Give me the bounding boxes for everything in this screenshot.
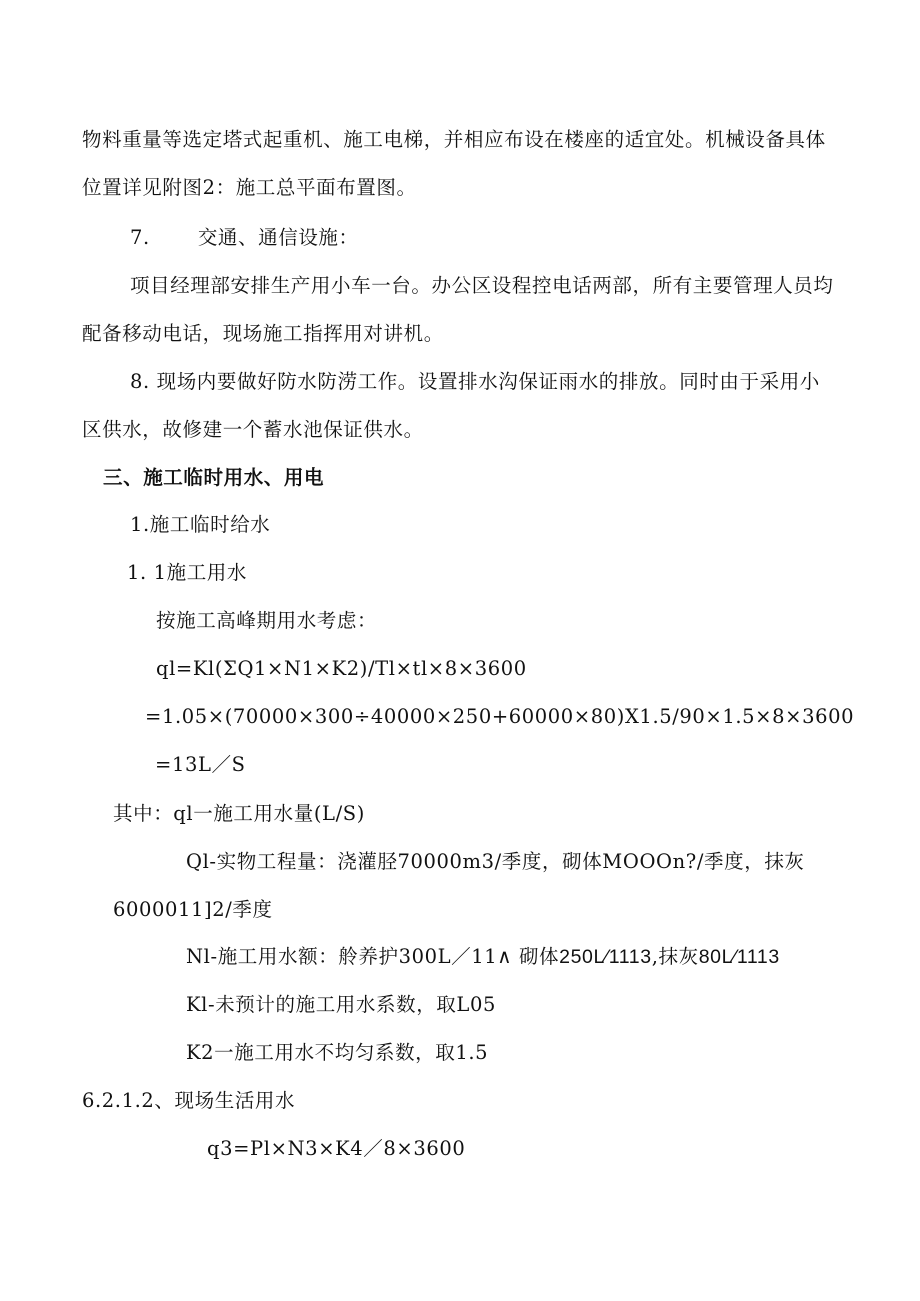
paragraph-line: 8. 现场内要做好防水防涝工作。设置排水沟保证雨水的排放。同时由于采用小 bbox=[130, 370, 820, 393]
paragraph-line: Ql-实物工程量：浇灌胫70000m3/季度，砌体MOOOn?/季度，抹灰 bbox=[186, 850, 805, 873]
paragraph-line: K2一施工用水不均匀系数，取1.5 bbox=[186, 1041, 489, 1064]
subsection-heading: 6.2.1.2、现场生活用水 bbox=[82, 1089, 296, 1112]
paragraph-line: 配备移动电话，现场施工指挥用对讲机。 bbox=[82, 322, 444, 345]
paragraph-line: Kl-未预计的施工用水系数，取L05 bbox=[186, 993, 496, 1016]
formula-line: q3=Pl×N3×K4／8×3600 bbox=[207, 1137, 466, 1160]
paragraph-line: 按施工高峰期用水考虑： bbox=[156, 609, 378, 632]
formula-line: ql=Kl(ΣQ1×N1×K2)/Tl×tl×8×3600 bbox=[156, 657, 527, 680]
paragraph-line: 物料重量等选定塔式起重机、施工电梯，并相应布设在楼座的适宜处。机械设备具体 bbox=[82, 128, 826, 151]
paragraph-line: 区供水，故修建一个蓄水池保证供水。 bbox=[82, 418, 424, 441]
paragraph-line bbox=[186, 945, 780, 969]
list-number: 7. bbox=[130, 226, 150, 249]
paragraph-line: 6000011]2/季度 bbox=[113, 898, 273, 921]
paragraph-line: 其中：ql一施工用水量(L/S) bbox=[113, 802, 365, 825]
list-item-7 bbox=[130, 226, 359, 250]
list-heading: 交通、通信设施： bbox=[197, 226, 359, 249]
formula-result: =13L／S bbox=[155, 753, 246, 776]
text-run: 250L⁄1113 bbox=[559, 946, 652, 968]
subsection-heading: 1. 1施工用水 bbox=[127, 561, 248, 584]
formula-line: =1.05×(70000×300÷40000×250+60000×80)X1.5/90×1.5×8×3600 bbox=[145, 705, 855, 728]
text-run: ,抹灰 bbox=[651, 945, 699, 968]
section-heading: 三、施工临时用水、用电 bbox=[103, 466, 325, 489]
paragraph-line: 项目经理部安排生产用小车一台。办公区设程控电话两部，所有主要管理人员均 bbox=[130, 274, 834, 297]
text-run: Nl-施工用水额：舲养护300L／11∧ 砌体 bbox=[186, 945, 560, 968]
text-run: 80L⁄1113 bbox=[698, 946, 780, 968]
paragraph-line: 位置详见附图2：施工总平面布置图。 bbox=[82, 176, 417, 199]
subsection-heading: 1.施工临时给水 bbox=[130, 513, 271, 536]
